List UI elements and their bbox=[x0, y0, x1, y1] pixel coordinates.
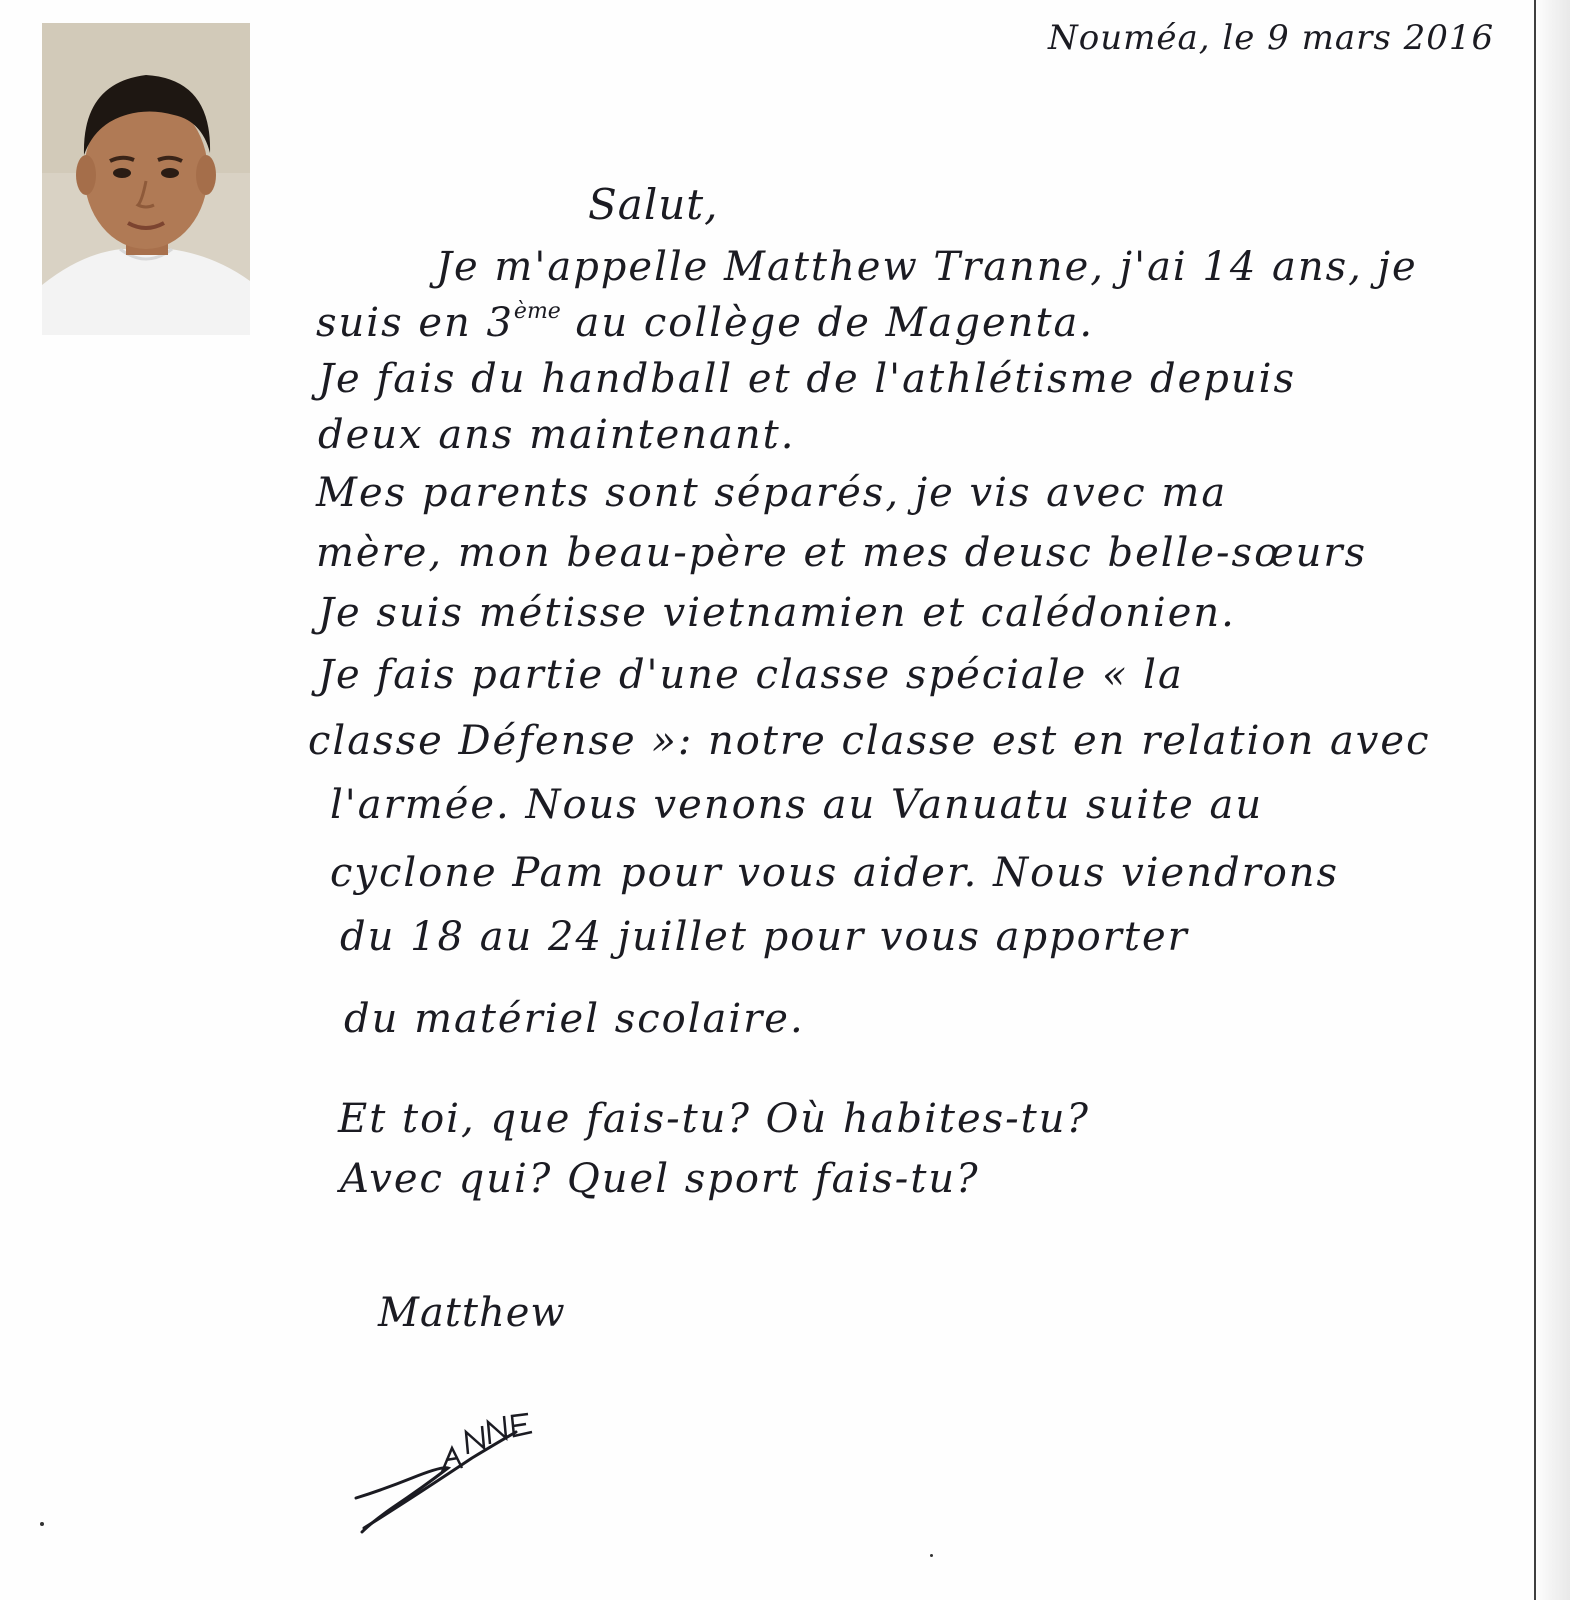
scan-edge-line bbox=[1534, 0, 1536, 1600]
letter-date: Nouméa, le 9 mars 2016 bbox=[1048, 18, 1495, 58]
body-line-6-text: mère, mon beau-père et mes deusc belle-sœurs bbox=[316, 530, 1368, 576]
body-line-13-text: du matériel scolaire. bbox=[344, 996, 805, 1042]
body-line-12 bbox=[340, 914, 1189, 960]
closing-name: Matthew bbox=[378, 1290, 566, 1336]
body-line-9-text: classe Défense »: notre classe est en relation avec bbox=[308, 718, 1431, 764]
body-line-11-text: cyclone Pam pour vous aider. Nous viendrons bbox=[330, 850, 1340, 896]
body-line-14 bbox=[338, 1096, 1090, 1142]
body-line-8-text: Je fais partie d'une classe spéciale « la bbox=[318, 652, 1184, 698]
body-line-8 bbox=[318, 652, 1184, 698]
signature-mark bbox=[352, 1408, 592, 1538]
body-line-2 bbox=[316, 300, 1094, 346]
paper-speck bbox=[40, 1522, 44, 1526]
body-line-2-text-end: au collège de Magenta. bbox=[560, 300, 1095, 346]
body-line-6 bbox=[316, 530, 1367, 576]
ordinal-superscript: ème bbox=[513, 299, 561, 324]
body-line-10-text: l'armée. Nous venons au Vanuatu suite au bbox=[330, 782, 1264, 828]
body-line-7-text: Je suis métisse vietnamien et calédonien. bbox=[318, 590, 1236, 636]
body-line-4-text: deux ans maintenant. bbox=[318, 412, 796, 458]
scan-edge-shadow bbox=[1534, 0, 1570, 1600]
body-line-13 bbox=[344, 996, 805, 1042]
body-line-5-text: Mes parents sont séparés, je vis avec ma bbox=[316, 470, 1228, 516]
body-line-14-text: Et toi, que fais-tu? Où habites-tu? bbox=[338, 1096, 1090, 1142]
body-line-2-text: suis en 3 bbox=[316, 300, 514, 346]
body-line-15-text: Avec qui? Quel sport fais-tu? bbox=[340, 1156, 980, 1202]
body-line-7 bbox=[318, 590, 1236, 636]
body-line-9 bbox=[308, 718, 1430, 764]
body-line-3 bbox=[318, 356, 1296, 402]
letter-greeting: Salut, bbox=[588, 180, 719, 229]
body-line-1 bbox=[436, 244, 1418, 290]
paper-speck bbox=[930, 1554, 933, 1557]
body-line-1-text: Je m'appelle Matthew Tranne, j'ai 14 ans, je bbox=[436, 244, 1418, 290]
body-line-5 bbox=[316, 470, 1227, 516]
body-line-4 bbox=[318, 412, 795, 458]
body-line-15 bbox=[340, 1156, 980, 1202]
body-line-3-text: Je fais du handball et de l'athlétisme depuis bbox=[318, 356, 1296, 402]
body-line-10 bbox=[330, 782, 1263, 828]
body-line-11 bbox=[330, 850, 1339, 896]
body-line-12-text: du 18 au 24 juillet pour vous apporter bbox=[340, 914, 1189, 960]
